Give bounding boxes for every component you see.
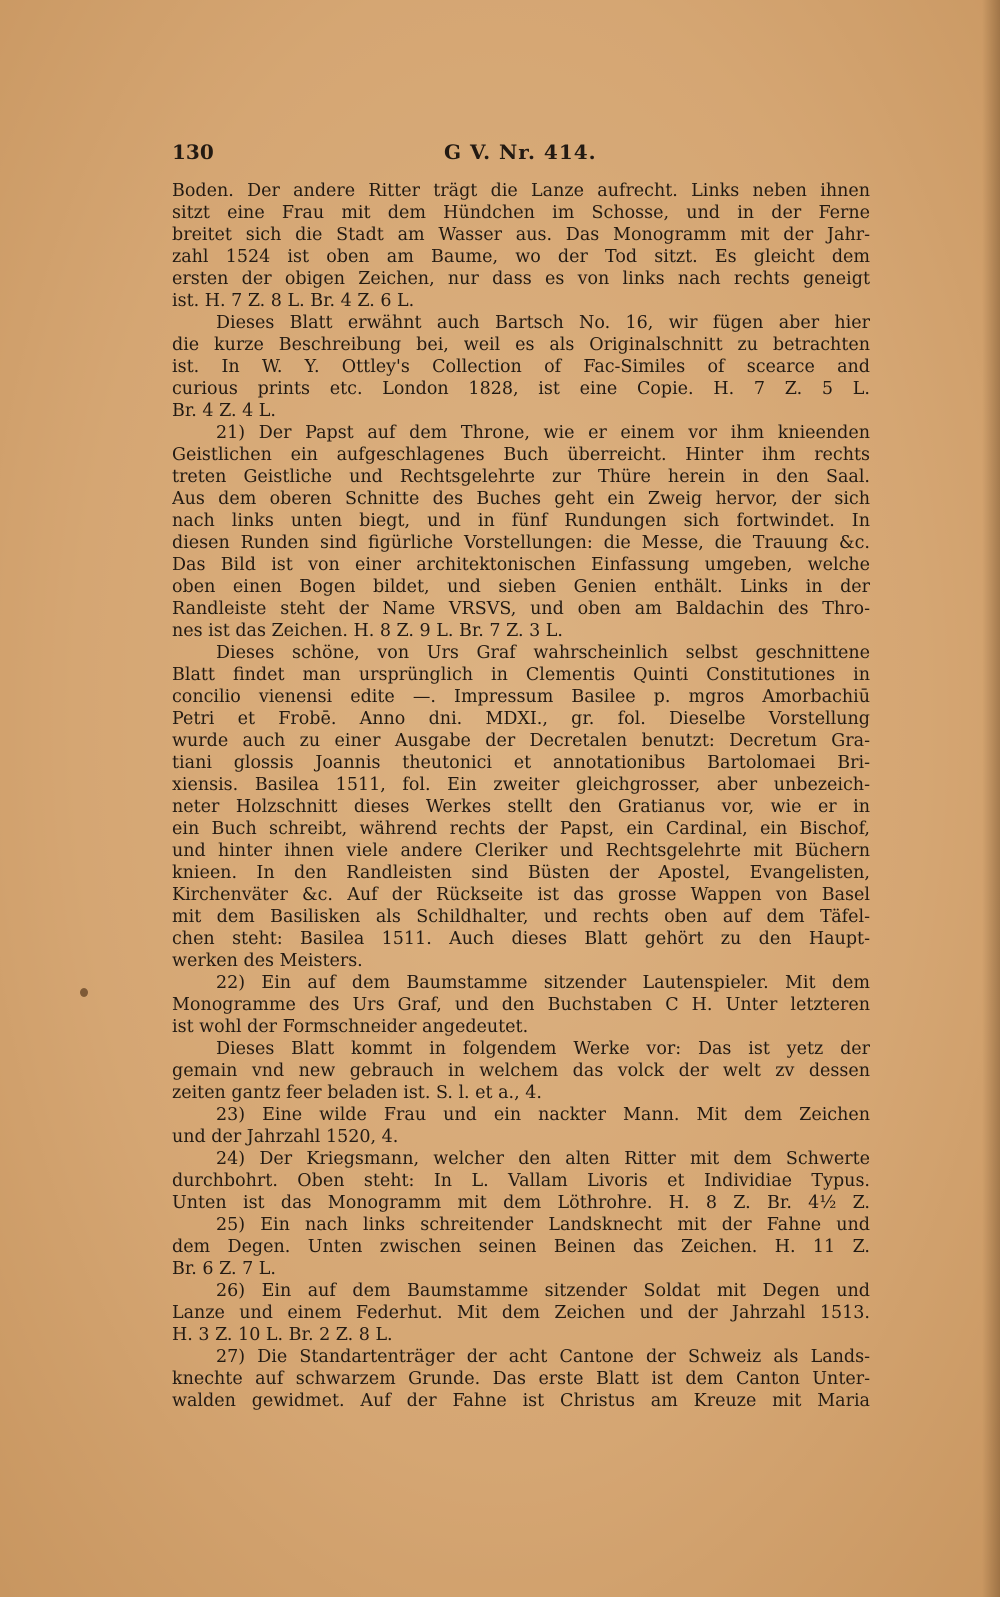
text-line: Dieses schöne, von Urs Graf wahrscheinlich selbst geschnittene [216,643,870,663]
text-line: Blatt findet man ursprünglich in Clementis Quinti Constitutiones in [172,665,870,685]
text-line: Das Bild ist von einer architektonischen Einfassung umgeben, welche [172,555,870,575]
text-line: werken des Meisters. [172,951,363,971]
text-line: 24) Der Kriegsmann, welcher den alten Ritter mit dem Schwerte [216,1149,870,1169]
page-number: 130 [172,140,214,164]
text-line: Unten ist das Monogramm mit dem Löthrohre. H. 8 Z. Br. 4½ Z. [172,1193,870,1213]
text-line: Monogramme des Urs Graf, und den Buchstaben C H. Unter letzteren [172,995,870,1015]
text-line: 22) Ein auf dem Baumstamme sitzender Lautenspieler. Mit dem [216,973,870,993]
text-line: Kirchenväter &c. Auf der Rückseite ist das grosse Wappen von Basel [172,885,870,905]
text-line: Boden. Der andere Ritter trägt die Lanze aufrecht. Links neben ihnen [172,181,870,201]
text-line: ist wohl der Formschneider angedeutet. [172,1017,529,1037]
body-text [172,180,870,1412]
text-line: knechte auf schwarzem Grunde. Das erste Blatt ist dem Canton Unter- [172,1369,870,1389]
text-line: chen steht: Basilea 1511. Auch dieses Blatt gehört zu den Haupt- [172,929,870,949]
text-line: nach links unten biegt, und in fünf Rundungen sich fortwindet. In [172,511,870,531]
text-line: curious prints etc. London 1828, ist eine Copie. H. 7 Z. 5 L. [172,379,870,399]
text-line: ist. H. 7 Z. 8 L. Br. 4 Z. 6 L. [172,291,415,311]
text-line: zeiten gantz feer beladen ist. S. l. et a., 4. [172,1083,542,1103]
text-line: Geistlichen ein aufgeschlagenes Buch überreicht. Hinter ihm rechts [172,445,870,465]
ink-smudge [80,988,88,997]
text-line: 23) Eine wilde Frau und ein nackter Mann. Mit dem Zeichen [216,1105,870,1125]
page-header [172,140,872,166]
text-line: und hinter ihnen viele andere Cleriker und Rechtsgelehrte mit Büchern [172,841,870,861]
text-line: 27) Die Standartenträger der acht Cantone der Schweiz als Lands- [216,1347,870,1367]
text-line: Br. 4 Z. 4 L. [172,401,276,421]
text-line: walden gewidmet. Auf der Fahne ist Christus am Kreuze mit Maria [172,1391,870,1411]
text-line: 26) Ein auf dem Baumstamme sitzender Soldat mit Degen und [216,1281,870,1301]
text-line: Dieses Blatt erwähnt auch Bartsch No. 16, wir fügen aber hier [216,313,870,333]
text-line: Dieses Blatt kommt in folgendem Werke vor: Das ist yetz der [216,1039,870,1059]
text-line: tiani glossis Joannis theutonici et annotationibus Bartolomaei Bri- [172,753,870,773]
text-line: wurde auch zu einer Ausgabe der Decretalen benutzt: Decretum Gra- [172,731,870,751]
text-line: Lanze und einem Federhut. Mit dem Zeichen und der Jahrzahl 1513. [172,1303,870,1323]
text-line: 25) Ein nach links schreitender Landsknecht mit der Fahne und [216,1215,870,1235]
text-line: durchbohrt. Oben steht: In L. Vallam Livoris et Individiae Typus. [172,1171,870,1191]
text-line: ersten der obigen Zeichen, nur dass es von links nach rechts geneigt [172,269,870,289]
text-line: Randleiste steht der Name VRSVS, und oben am Baldachin des Thro- [172,599,870,619]
text-line: oben einen Bogen bildet, und sieben Genien enthält. Links in der [172,577,870,597]
text-line: 21) Der Papst auf dem Throne, wie er einem vor ihm knieenden [216,423,870,443]
text-line: ein Buch schreibt, während rechts der Papst, ein Cardinal, ein Bischof, [172,819,870,839]
text-line: treten Geistliche und Rechtsgelehrte zur Thüre herein in den Saal. [172,467,870,487]
text-line: zahl 1524 ist oben am Baume, wo der Tod sitzt. Es gleicht dem [172,247,870,267]
text-line: breitet sich die Stadt am Wasser aus. Das Monogramm mit der Jahr- [172,225,870,245]
running-head: G V. Nr. 414. [444,140,597,164]
text-line: diesen Runden sind figürliche Vorstellungen: die Messe, die Trauung &c. [172,533,870,553]
page-edge-shadow [982,0,1000,1597]
text-line: ist. In W. Y. Ottley's Collection of Fac-Similes of scearce and [172,357,870,377]
text-line: Br. 6 Z. 7 L. [172,1259,276,1279]
text-line: mit dem Basilisken als Schildhalter, und rechts oben auf dem Täfel- [172,907,870,927]
text-line: Aus dem oberen Schnitte des Buches geht ein Zweig hervor, der sich [172,489,870,509]
text-line: H. 3 Z. 10 L. Br. 2 Z. 8 L. [172,1325,393,1345]
text-line: Petri et Frobē. Anno dni. MDXI., gr. fol. Dieselbe Vorstellung [172,709,870,729]
text-line: dem Degen. Unten zwischen seinen Beinen das Zeichen. H. 11 Z. [172,1237,870,1257]
text-line: nes ist das Zeichen. H. 8 Z. 9 L. Br. 7 Z. 3 L. [172,621,563,641]
text-line: gemain vnd new gebrauch in welchem das volck der welt zv dessen [172,1061,870,1081]
text-line: sitzt eine Frau mit dem Hündchen im Schosse, und in der Ferne [172,203,870,223]
text-line: neter Holzschnitt dieses Werkes stellt den Gratianus vor, wie er in [172,797,870,817]
text-line: die kurze Beschreibung bei, weil es als Originalschnitt zu betrachten [172,335,870,355]
text-line: concilio vienensi edite —. Impressum Basilee p. mgros Amorbachiū [172,687,870,707]
text-line: knieen. In den Randleisten sind Büsten der Apostel, Evangelisten, [172,863,870,883]
text-line: und der Jahrzahl 1520, 4. [172,1127,399,1147]
text-line: xiensis. Basilea 1511, fol. Ein zweiter gleichgrosser, aber unbezeich- [172,775,870,795]
